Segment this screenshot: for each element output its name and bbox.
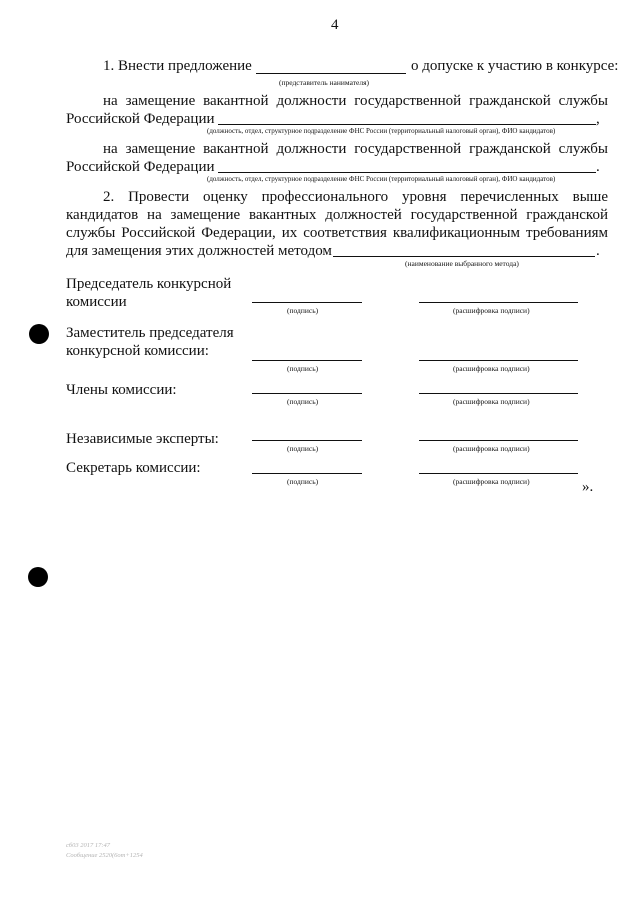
- position1-field-line: [218, 124, 596, 125]
- item1-tail: о допуске к участию в конкурсе:: [411, 58, 619, 74]
- method-caption: (наименование выбранного метода): [405, 259, 519, 268]
- members-sign-caption: (подпись): [287, 397, 319, 406]
- chairman-decode-caption: (расшифровка подписи): [453, 306, 530, 315]
- position2-field-line: [218, 172, 596, 173]
- members-decode-caption: (расшифровка подписи): [453, 397, 530, 406]
- secretary-decode-line: [419, 473, 578, 474]
- experts-decode-line: [419, 440, 578, 441]
- closing-quote: ».: [582, 479, 594, 495]
- deputy-label-2: конкурсной комиссии:: [66, 343, 209, 359]
- position2-caption: (должность, отдел, структурное подразделение ФНС России (территориальный налоговый орган), ФИО кандидатов): [207, 175, 556, 183]
- position2-line2: Российской Федерации: [66, 159, 215, 175]
- deputy-label-1: Заместитель председателя: [66, 325, 234, 341]
- position1-line2: Российской Федерации: [66, 111, 215, 127]
- scan-mark-line2: Сообщение 2520(6от+1254: [66, 852, 143, 859]
- chairman-signature-line: [252, 302, 362, 303]
- punch-hole-dot: [29, 324, 49, 344]
- members-decode-line: [419, 393, 578, 394]
- members-label: Члены комиссии:: [66, 382, 177, 398]
- item2-line4: для замещения этих должностей методом: [66, 243, 332, 259]
- position1-end-mark: ,: [596, 111, 600, 127]
- experts-signature-line: [252, 440, 362, 441]
- secretary-decode-caption: (расшифровка подписи): [453, 477, 530, 486]
- method-field-line: [333, 256, 595, 257]
- item2-line2: кандидатов на замещение вакантных должностей государственной гражданской: [66, 207, 608, 223]
- position1-line1: на замещение вакантной должности государственной гражданской службы: [103, 93, 608, 109]
- item2-end-mark: .: [596, 243, 600, 259]
- item2-line1: 2. Провести оценку профессионального уровня перечисленных выше: [103, 189, 608, 205]
- experts-sign-caption: (подпись): [287, 444, 319, 453]
- page-number: 4: [331, 17, 339, 33]
- position1-caption: (должность, отдел, структурное подразделение ФНС России (территориальный налоговый орган), ФИО кандидатов): [207, 127, 556, 135]
- chairman-sign-caption: (подпись): [287, 306, 319, 315]
- members-signature-line: [252, 393, 362, 394]
- chairman-decode-line: [419, 302, 578, 303]
- secretary-signature-line: [252, 473, 362, 474]
- deputy-signature-line: [252, 360, 362, 361]
- experts-decode-caption: (расшифровка подписи): [453, 444, 530, 453]
- secretary-label: Секретарь комиссии:: [66, 460, 201, 476]
- chairman-label-2: комиссии: [66, 294, 127, 310]
- position2-end-mark: .: [596, 159, 600, 175]
- deputy-decode-caption: (расшифровка подписи): [453, 364, 530, 373]
- scan-mark-line1: сб03 2017 17:47: [66, 842, 110, 849]
- deputy-decode-line: [419, 360, 578, 361]
- deputy-sign-caption: (подпись): [287, 364, 319, 373]
- experts-label: Независимые эксперты:: [66, 431, 219, 447]
- punch-hole-dot-2: [28, 567, 48, 587]
- chairman-label-1: Председатель конкурсной: [66, 276, 232, 292]
- position2-line1: на замещение вакантной должности государственной гражданской службы: [103, 141, 608, 157]
- item2-line3: службы Российской Федерации, их соответствия квалификационным требованиям: [66, 225, 608, 241]
- item1-lead: 1. Внести предложение: [103, 58, 252, 74]
- representative-field-line: [256, 73, 406, 74]
- representative-caption: (представитель нанимателя): [279, 78, 370, 87]
- secretary-sign-caption: (подпись): [287, 477, 319, 486]
